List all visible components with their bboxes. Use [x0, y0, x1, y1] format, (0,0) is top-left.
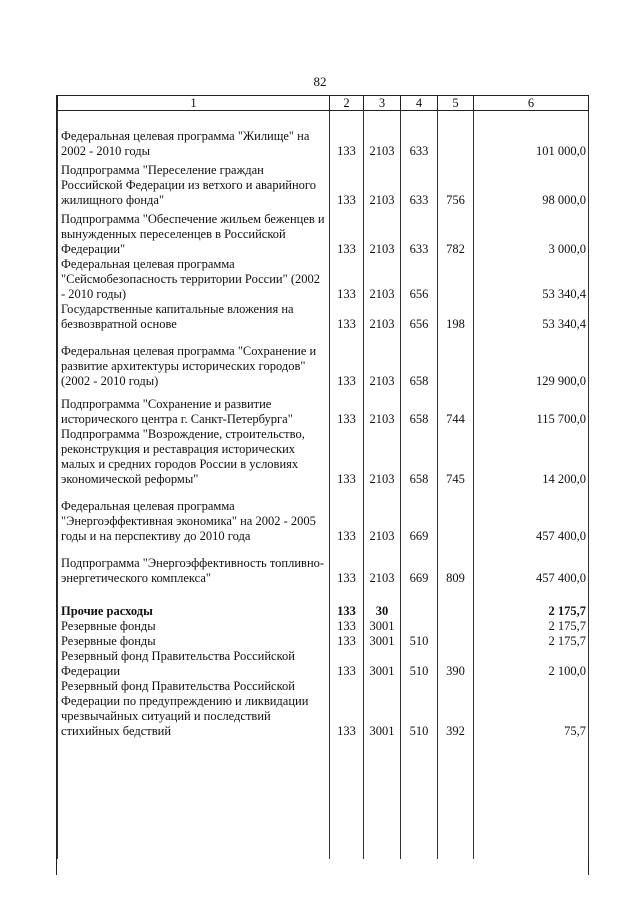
spacer-cell — [438, 586, 474, 604]
row-col-2-cell: 133 — [330, 344, 364, 389]
row-amount-cell: 457 400,0 — [474, 499, 589, 544]
table-body — [58, 111, 589, 860]
row-name-cell: Прочие расходы — [58, 604, 330, 619]
table-row — [58, 619, 589, 634]
row-amount-cell: 2 175,7 — [474, 604, 589, 619]
row-amount-cell: 2 100,0 — [474, 649, 589, 679]
row-col-3-cell: 3001 — [364, 649, 401, 679]
spacer-cell — [330, 487, 364, 499]
row-col-2-cell: 133 — [330, 679, 364, 739]
row-col-4-cell: 658 — [401, 344, 438, 389]
row-col-5-cell — [438, 499, 474, 544]
row-col-3-cell: 2103 — [364, 499, 401, 544]
row-col-3-cell: 2103 — [364, 344, 401, 389]
spacer-cell — [438, 332, 474, 344]
row-col-5-cell: 756 — [438, 163, 474, 208]
row-filler — [58, 739, 589, 859]
row-col-3-cell: 2103 — [364, 427, 401, 487]
filler-cell — [58, 739, 330, 859]
row-col-2-cell: 133 — [330, 427, 364, 487]
row-spacer — [58, 389, 589, 397]
row-col-4-cell: 669 — [401, 556, 438, 586]
row-col-5-cell — [438, 604, 474, 619]
row-col-5-cell: 392 — [438, 679, 474, 739]
row-col-5-cell: 782 — [438, 212, 474, 257]
row-col-2-cell: 133 — [330, 619, 364, 634]
spacer-cell — [364, 111, 401, 130]
row-amount-cell: 2 175,7 — [474, 634, 589, 649]
row-col-5-cell — [438, 129, 474, 159]
row-col-5-cell: 198 — [438, 302, 474, 332]
page-number: 82 — [313, 74, 327, 89]
row-col-5-cell — [438, 344, 474, 389]
row-col-3-cell: 2103 — [364, 397, 401, 427]
spacer-cell — [330, 544, 364, 556]
row-col-2-cell: 133 — [330, 604, 364, 619]
spacer-cell — [58, 586, 330, 604]
table-row — [58, 634, 589, 649]
spacer-cell — [58, 332, 330, 344]
filler-cell — [364, 739, 401, 859]
spacer-cell — [401, 586, 438, 604]
spacer-cell — [474, 586, 589, 604]
row-spacer — [58, 111, 589, 130]
header-col-5: 5 — [438, 96, 474, 111]
row-name-cell: Подпрограмма "Возрождение, строительство, реконструкция и реставрация исторических малых и средних городов России в условиях экономической реформы" — [58, 427, 330, 487]
row-amount-cell: 129 900,0 — [474, 344, 589, 389]
spacer-cell — [364, 586, 401, 604]
header-col-3: 3 — [364, 96, 401, 111]
table-row — [58, 427, 589, 487]
table-row — [58, 649, 589, 679]
header-row — [58, 96, 589, 111]
table-row — [58, 679, 589, 739]
row-spacer — [58, 544, 589, 556]
row-col-4-cell: 669 — [401, 499, 438, 544]
row-amount-cell: 3 000,0 — [474, 212, 589, 257]
table-row — [58, 397, 589, 427]
row-name-cell: Подпрограмма "Сохранение и развитие исторического центра г. Санкт-Петербурга" — [58, 397, 330, 427]
row-name-cell: Резервный фонд Правительства Российской Федерации — [58, 649, 330, 679]
row-amount-cell: 98 000,0 — [474, 163, 589, 208]
filler-cell — [330, 739, 364, 859]
row-amount-cell: 2 175,7 — [474, 619, 589, 634]
spacer-cell — [438, 487, 474, 499]
row-col-4-cell: 510 — [401, 679, 438, 739]
row-name-cell: Резервные фонды — [58, 619, 330, 634]
row-col-2-cell: 133 — [330, 129, 364, 159]
row-name-cell: Резервные фонды — [58, 634, 330, 649]
row-col-5-cell: 809 — [438, 556, 474, 586]
row-name-cell: Государственные капитальные вложения на безвозвратной основе — [58, 302, 330, 332]
row-col-3-cell: 3001 — [364, 679, 401, 739]
row-col-2-cell: 133 — [330, 649, 364, 679]
header-col-4: 4 — [401, 96, 438, 111]
spacer-cell — [474, 389, 589, 397]
row-amount-cell: 53 340,4 — [474, 257, 589, 302]
spacer-cell — [401, 544, 438, 556]
table-row — [58, 302, 589, 332]
row-col-2-cell: 133 — [330, 302, 364, 332]
row-col-5-cell: 744 — [438, 397, 474, 427]
spacer-cell — [401, 111, 438, 130]
row-col-3-cell: 30 — [364, 604, 401, 619]
spacer-cell — [58, 544, 330, 556]
row-name-cell: Федеральная целевая программа "Жилище" на 2002 - 2010 годы — [58, 129, 330, 159]
header-col-1: 1 — [58, 96, 330, 111]
spacer-cell — [438, 111, 474, 130]
row-name-cell: Федеральная целевая программа "Энергоэффективная экономика" на 2002 - 2005 годы и на перспективу до 2010 года — [58, 499, 330, 544]
spacer-cell — [364, 332, 401, 344]
row-col-4-cell: 656 — [401, 302, 438, 332]
spacer-cell — [364, 389, 401, 397]
spacer-cell — [58, 389, 330, 397]
row-col-3-cell: 2103 — [364, 257, 401, 302]
spacer-cell — [438, 544, 474, 556]
spacer-cell — [438, 389, 474, 397]
table-row — [58, 499, 589, 544]
row-col-2-cell: 133 — [330, 212, 364, 257]
spacer-cell — [58, 487, 330, 499]
row-col-4-cell — [401, 604, 438, 619]
row-name-cell: Резервный фонд Правительства Российской Федерации по предупреждению и ликвидации чрезвычайных ситуаций и последствий стихийных бедствий — [58, 679, 330, 739]
table-row — [58, 129, 589, 159]
spacer-cell — [330, 111, 364, 130]
filler-cell — [438, 739, 474, 859]
row-col-3-cell: 2103 — [364, 212, 401, 257]
row-amount-cell: 115 700,0 — [474, 397, 589, 427]
row-col-4-cell: 633 — [401, 163, 438, 208]
row-col-3-cell: 2103 — [364, 556, 401, 586]
row-spacer — [58, 586, 589, 604]
row-col-2-cell: 133 — [330, 163, 364, 208]
filler-cell — [474, 739, 589, 859]
row-col-5-cell — [438, 634, 474, 649]
budget-sheet — [56, 95, 589, 875]
row-col-3-cell: 2103 — [364, 129, 401, 159]
table-row — [58, 344, 589, 389]
header-col-2: 2 — [330, 96, 364, 111]
spacer-cell — [364, 487, 401, 499]
spacer-cell — [401, 487, 438, 499]
budget-table — [57, 95, 589, 859]
row-spacer — [58, 487, 589, 499]
table-row — [58, 556, 589, 586]
row-col-3-cell: 2103 — [364, 163, 401, 208]
header-col-6: 6 — [474, 96, 589, 111]
table-row — [58, 604, 589, 619]
row-col-4-cell: 633 — [401, 129, 438, 159]
row-col-3-cell: 2103 — [364, 302, 401, 332]
row-name-cell: Федеральная целевая программа "Сохранение и развитие архитектуры исторических городов" (2002 - 2010 годы) — [58, 344, 330, 389]
row-name-cell: Федеральная целевая программа "Сейсмобезопасность территории России" (2002 - 2010 годы) — [58, 257, 330, 302]
row-col-4-cell: 656 — [401, 257, 438, 302]
row-col-5-cell: 745 — [438, 427, 474, 487]
spacer-cell — [401, 389, 438, 397]
row-col-2-cell: 133 — [330, 634, 364, 649]
row-name-cell: Подпрограмма "Энергоэффективность топливно-энергетического комплекса" — [58, 556, 330, 586]
spacer-cell — [474, 544, 589, 556]
spacer-cell — [401, 332, 438, 344]
row-name-cell: Подпрограмма "Переселение граждан Российской Федерации из ветхого и аварийного жилищного фонда" — [58, 163, 330, 208]
row-col-2-cell: 133 — [330, 257, 364, 302]
row-col-4-cell: 658 — [401, 397, 438, 427]
row-col-5-cell — [438, 619, 474, 634]
spacer-cell — [330, 389, 364, 397]
row-col-2-cell: 133 — [330, 397, 364, 427]
row-amount-cell: 53 340,4 — [474, 302, 589, 332]
row-col-3-cell: 3001 — [364, 634, 401, 649]
spacer-cell — [58, 111, 330, 130]
row-spacer — [58, 332, 589, 344]
row-col-2-cell: 133 — [330, 499, 364, 544]
row-col-4-cell: 510 — [401, 634, 438, 649]
filler-cell — [401, 739, 438, 859]
row-amount-cell: 75,7 — [474, 679, 589, 739]
table-row — [58, 163, 589, 208]
row-col-4-cell — [401, 619, 438, 634]
row-amount-cell: 101 000,0 — [474, 129, 589, 159]
spacer-cell — [474, 487, 589, 499]
table-row — [58, 257, 589, 302]
spacer-cell — [474, 111, 589, 130]
table-row — [58, 212, 589, 257]
spacer-cell — [474, 332, 589, 344]
spacer-cell — [364, 544, 401, 556]
row-col-4-cell: 633 — [401, 212, 438, 257]
spacer-cell — [330, 586, 364, 604]
row-col-4-cell: 510 — [401, 649, 438, 679]
row-col-2-cell: 133 — [330, 556, 364, 586]
row-amount-cell: 14 200,0 — [474, 427, 589, 487]
spacer-cell — [330, 332, 364, 344]
row-col-5-cell — [438, 257, 474, 302]
row-amount-cell: 457 400,0 — [474, 556, 589, 586]
row-col-5-cell: 390 — [438, 649, 474, 679]
row-name-cell: Подпрограмма "Обеспечение жильем беженцев и вынужденных переселенцев в Российской Федерации" — [58, 212, 330, 257]
row-col-3-cell: 3001 — [364, 619, 401, 634]
row-col-4-cell: 658 — [401, 427, 438, 487]
